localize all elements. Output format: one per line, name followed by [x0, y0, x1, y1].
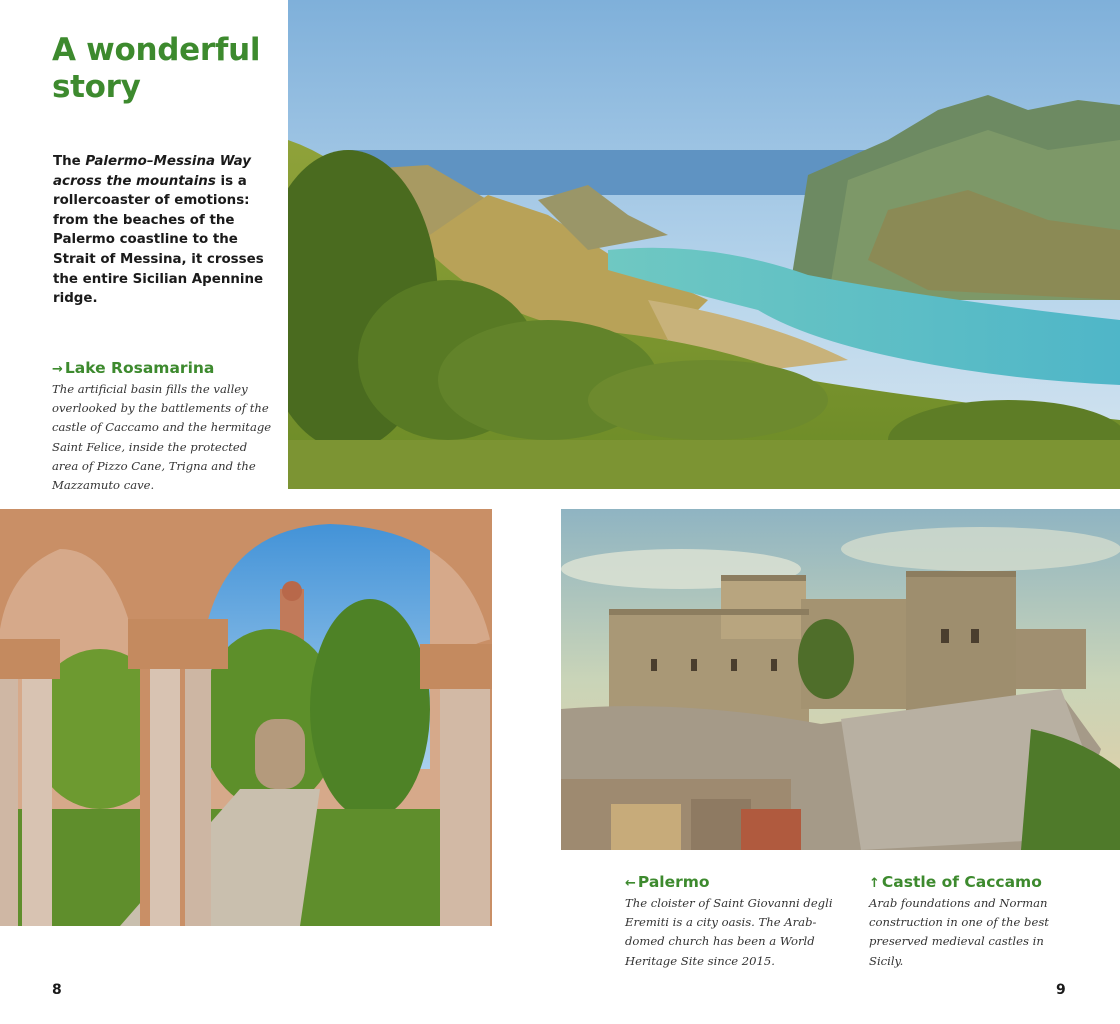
caption-castle-of-caccamo: [869, 872, 1079, 971]
arrow-left-icon: ←: [625, 876, 636, 891]
caption-heading: [52, 358, 277, 380]
lake-landscape-photo: [288, 0, 1120, 489]
arrow-right-icon: →: [52, 362, 63, 377]
caption-heading: [625, 872, 835, 894]
caption-text: The artificial basin fills the valley overlooked by the battlements of the castle of Caccamo and the hermitage Saint Felice, inside the protected area of Pizzo Cane, Trigna and the Mazzamuto cave.: [52, 382, 272, 493]
caption-text: The cloister of Saint Giovanni degli Eremiti is a city oasis. The Arab-domed church has been a World Heritage Site since 2015.: [625, 896, 833, 968]
castle-on-rock-photo: [561, 509, 1120, 850]
cloister-arches-photo: [0, 509, 492, 926]
intro-emphasis: Palermo–Messina Way across the mountains: [53, 154, 251, 189]
intro-part1: The: [53, 154, 86, 169]
page-number-right: 9: [1056, 982, 1066, 998]
intro-paragraph: [53, 152, 275, 309]
page-title: A wonderful story: [52, 32, 261, 105]
intro-part2: is a rollercoaster of emotions: from the beaches of the Palermo coastline to the Strait of Messina, it crosses the entire Sicilian Apennine ridge.: [53, 173, 264, 307]
caption-heading-text: Palermo: [637, 873, 710, 891]
caption-heading: [869, 872, 1079, 894]
caption-palermo: [625, 872, 835, 971]
arrow-up-icon: ↑: [869, 876, 880, 891]
caption-heading-text: Lake Rosamarina: [64, 359, 215, 377]
caption-heading-text: Castle of Caccamo: [881, 873, 1042, 891]
page-number-left: 8: [52, 982, 62, 998]
caption-text: Arab foundations and Norman construction in one of the best preserved medieval castles in Sicily.: [869, 896, 1049, 968]
caption-lake-rosamarina: [52, 358, 277, 495]
